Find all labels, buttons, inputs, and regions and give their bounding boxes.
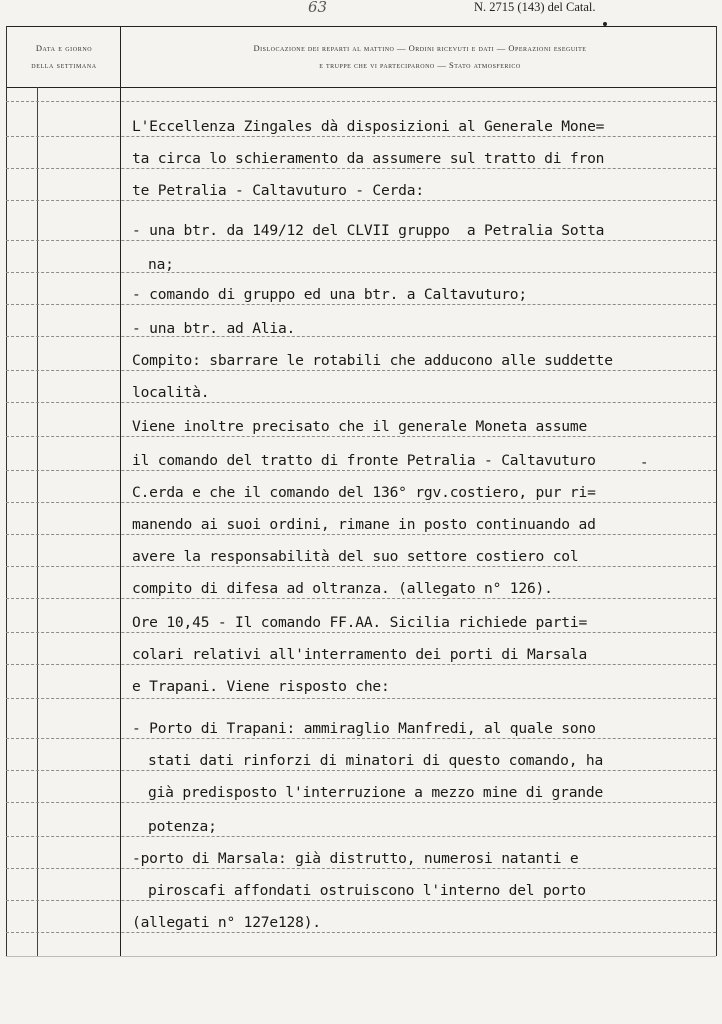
body-line: Ore 10,45 - Il comando FF.AA. Sicilia richiede parti=	[132, 614, 588, 631]
body-line: ta circa lo schieramento da assumere sul tratto di fron	[132, 150, 605, 167]
body-line: -porto di Marsala: già distrutto, numerosi natanti e	[132, 850, 579, 867]
handwritten-page-number: 63	[308, 0, 328, 16]
body-line: C.erda e che il comando del 136° rgv.costiero, pur ri=	[132, 484, 596, 501]
ruled-line	[6, 101, 716, 102]
ruled-line	[6, 470, 716, 471]
header-date-column	[8, 40, 120, 74]
body-line: - una btr. da 149/12 del CLVII gruppo a Petralia Sotta	[132, 222, 605, 239]
ruled-line	[6, 402, 716, 403]
ruled-line	[6, 664, 716, 665]
margin-mark: -	[640, 455, 649, 471]
body-line: il comando del tratto di fronte Petralia - Caltavuturo	[132, 452, 596, 469]
body-line: avere la responsabilità del suo settore costiero col	[132, 548, 579, 565]
body-line: (allegati n° 127e128).	[132, 914, 321, 931]
ruled-line	[6, 598, 716, 599]
ruled-line	[6, 502, 716, 503]
ruled-line	[6, 932, 716, 933]
page-bottom-rule	[6, 956, 716, 957]
inner-column-rule	[37, 87, 38, 956]
ruled-line	[6, 304, 716, 305]
body-line: - comando di gruppo ed una btr. a Caltavuturo;	[132, 286, 527, 303]
ruled-line	[6, 240, 716, 241]
body-line: L'Eccellenza Zingales dà disposizioni al Generale Mone=	[132, 118, 605, 135]
body-line: stati dati rinforzi di minatori di questo comando, ha	[148, 752, 604, 769]
ruled-line	[6, 900, 716, 901]
body-line: località.	[132, 384, 210, 401]
ruled-line	[6, 436, 716, 437]
header-bottom-rule	[6, 87, 716, 88]
frame-left-rule	[6, 26, 7, 956]
body-line: e Trapani. Viene risposto che:	[132, 678, 390, 695]
ruled-line	[6, 370, 716, 371]
body-line: Compito: sbarrare le rotabili che adducono alle suddette	[132, 352, 613, 369]
ruled-line	[6, 698, 716, 699]
ruled-line	[6, 836, 716, 837]
body-line: potenza;	[148, 818, 217, 835]
ruled-line	[6, 566, 716, 567]
ruled-line	[6, 136, 716, 137]
ruled-line	[6, 802, 716, 803]
column-separator	[120, 26, 121, 956]
frame-right-rule	[716, 26, 717, 956]
body-line: colari relativi all'interramento dei porti di Marsala	[132, 646, 588, 663]
header-description-column	[128, 40, 712, 74]
ruled-line	[6, 738, 716, 739]
header-desc-line-1: Dislocazione dei reparti al mattino — Ordini ricevuti e dati — Operazioni eseguite	[253, 43, 587, 53]
body-line: già predisposto l'interruzione a mezzo mine di grande	[148, 784, 604, 801]
ruled-line	[6, 200, 716, 201]
header-top-rule	[6, 26, 716, 27]
ruled-line	[6, 868, 716, 869]
body-line: - Porto di Trapani: ammiraglio Manfredi, al quale sono	[132, 720, 596, 737]
header-date-line-2: della settimana	[31, 60, 97, 70]
body-line: te Petralia - Caltavuturo - Cerda:	[132, 182, 424, 199]
body-line: piroscafi affondati ostruiscono l'interno del porto	[148, 882, 586, 899]
header-desc-line-2: e truppe che vi parteciparono — Stato atmosferico	[319, 60, 521, 70]
header-date-line-1: Data e giorno	[35, 43, 93, 53]
body-line: na;	[148, 256, 174, 273]
body-line: Viene inoltre precisato che il generale Moneta assume	[132, 418, 588, 435]
ruled-line	[6, 632, 716, 633]
catalog-number: N. 2715 (143) del Catal.	[474, 0, 596, 14]
ruled-line	[6, 168, 716, 169]
body-line: compito di difesa ad oltranza. (allegato n° 126).	[132, 580, 553, 597]
ruled-line	[6, 534, 716, 535]
ruled-line	[6, 770, 716, 771]
body-line: - una btr. ad Alia.	[132, 320, 296, 337]
body-line: manendo ai suoi ordini, rimane in posto continuando ad	[132, 516, 596, 533]
